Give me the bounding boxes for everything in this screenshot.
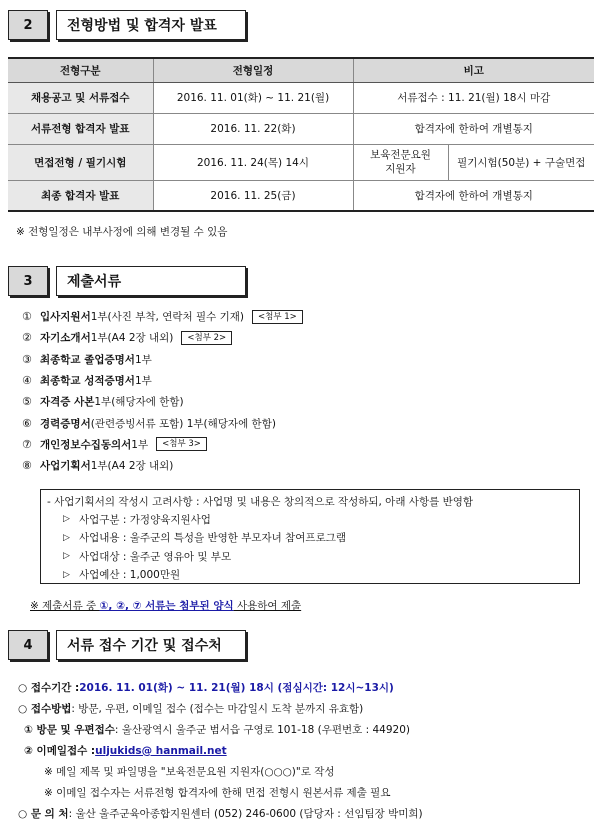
visit-row [18,719,593,740]
attachment-tag: <첨부 1> [252,310,303,324]
note-detail: 필기시험(50분) + 구술면접 [457,156,586,169]
schedule-table [8,57,594,212]
triangle-icon: ▷ [63,514,70,525]
item-number: ⑤ [22,395,32,409]
email-label: ② 이메일접수 : [24,745,96,757]
section-3-header [8,266,246,296]
item-number: ④ [22,374,32,388]
item-name: 개인정보수집동의서 [40,438,132,451]
item-number: ⑥ [22,416,32,430]
item-number: ② [22,331,32,345]
list-item [22,306,303,327]
item-number: ⑧ [22,459,32,473]
documents-note [30,598,301,613]
list-item [22,455,303,476]
email-note: ※ 메일 제목 및 파일명을 "보육전문요원 지원자(○○○)"로 작성 [44,766,335,778]
cell-note: 합격자에 한하여 개별통지 [353,113,594,144]
plan-item-text: 사업구분 : 가정양육지원사업 [79,513,211,526]
period-value: 2016. 11. 01(화) ~ 11. 21(월) 18시 (점심시간: 12시~13시) [79,682,394,694]
cell-note [353,144,594,180]
contact-value: : 울산 울주군육아종합지원센터 (052) 246-0600 (담당자 : 선임팀장 박미희) [68,808,423,820]
section-title: 제출서류 [56,266,246,296]
visit-value: : 울산광역시 울주군 범서읍 구영로 101-18 (우편번호 : 44920) [114,724,410,736]
period-label: ○ 접수기간 : [18,682,80,694]
note-part: ※ 제출서류 중 [30,600,100,612]
triangle-icon: ▷ [63,532,70,543]
cell-date: 2016. 11. 25(금) [153,180,353,211]
list-item [22,391,303,412]
email-row [18,740,593,761]
list-item [22,327,303,348]
item-detail: 1부 [131,438,149,451]
attachment-tag: <첨부 3> [156,437,207,451]
contact-row [18,803,593,824]
item-name: 자격증 사본 [40,396,95,409]
schedule-note: ※ 전형일정은 내부사정에 의해 변경될 수 있음 [16,226,228,238]
item-number: ① [22,310,32,324]
plan-item [47,510,573,529]
section-title: 서류 접수 기간 및 접수처 [56,630,246,660]
list-item [22,434,303,455]
item-number: ③ [22,352,32,366]
method-value: : 방문, 우편, 이메일 접수 (접수는 마감일시 도착 분까지 유효함) [71,703,364,715]
plan-item [47,566,573,585]
item-detail: 1부(A4 2장 내외) [90,460,174,473]
cell-category: 최종 합격자 발표 [8,180,153,211]
cell-date: 2016. 11. 24(목) 14시 [153,144,353,180]
table-row [8,180,594,211]
item-name: 사업기획서 [40,460,91,473]
section-4-header [8,630,246,660]
cell-date: 2016. 11. 22(화) [153,113,353,144]
cell-date: 2016. 11. 01(화) ~ 11. 21(월) [153,82,353,113]
note-part: 사용하여 제출 [233,600,302,612]
visit-label: ① 방문 및 우편접수 [24,724,115,736]
item-detail: 1부(사진 부착, 연락처 필수 기재) [90,311,244,324]
plan-item-text: 사업대상 : 울주군 영유아 및 부모 [79,550,232,563]
section-number: 4 [8,630,48,660]
section-2-header [8,10,246,40]
cell-note: 서류접수 : 11. 21(월) 18시 마감 [353,82,594,113]
method-row [18,698,593,719]
note-highlight: ①, ②, ⑦ 서류는 첨부된 양식 [99,600,234,612]
plan-item-text: 사업예산 : 1,000만원 [79,569,181,582]
plan-item [47,529,573,548]
period-row [18,677,593,698]
cell-note: 합격자에 한하여 개별통지 [353,180,594,211]
list-item [22,412,303,433]
item-detail: 1부 [134,375,152,388]
item-name: 최종학교 성적증명서 [40,375,135,388]
table-header: 전형구분 [8,58,153,82]
item-detail: 1부(해당자에 한함) [94,396,184,409]
method-label: ○ 접수방법 [18,703,72,715]
section-number: 3 [8,266,48,296]
list-item [22,370,303,391]
table-row [8,82,594,113]
contact-label: ○ 문 의 처 [18,808,69,820]
plan-item-text: 사업내용 : 울주군의 특성을 반영한 부모자녀 참여프로그램 [79,532,346,545]
item-detail: (관련증빙서류 포함) 1부(해당자에 한함) [90,417,276,430]
submission-info [18,677,593,824]
cell-category: 채용공고 및 서류접수 [8,82,153,113]
item-detail: 1부 [134,353,152,366]
email-note: ※ 이메일 접수자는 서류전형 합격자에 한해 면접 전형시 원본서류 제출 필요 [44,787,391,799]
email-link[interactable]: uljukids@ hanmail.net [95,744,227,757]
table-header: 비고 [353,58,594,82]
section-title: 전형방법 및 합격자 발표 [56,10,246,40]
cell-category: 면접전형 / 필기시험 [8,144,153,180]
item-detail: 1부(A4 2장 내외) [90,332,174,345]
triangle-icon: ▷ [63,551,70,562]
table-header: 전형일정 [153,58,353,82]
item-number: ⑦ [22,437,32,451]
business-plan-box [40,489,580,584]
attachment-tag: <첨부 2> [181,331,232,345]
section-number: 2 [8,10,48,40]
item-name: 자기소개서 [40,332,91,345]
item-name: 경력증명서 [40,417,91,430]
document-list [22,306,303,476]
plan-item [47,547,573,566]
cell-category: 서류전형 합격자 발표 [8,113,153,144]
table-row [8,144,594,180]
triangle-icon: ▷ [63,569,70,580]
note-target: 보육전문요원 지원자 [354,145,449,180]
item-name: 입사지원서 [40,311,91,324]
table-row [8,113,594,144]
list-item [22,349,303,370]
plan-intro: - 사업기획서의 작성시 고려사항 : 사업명 및 내용은 창의적으로 작성하되, 아래 사항를 반영함 [47,495,474,508]
item-name: 최종학교 졸업증명서 [40,353,135,366]
